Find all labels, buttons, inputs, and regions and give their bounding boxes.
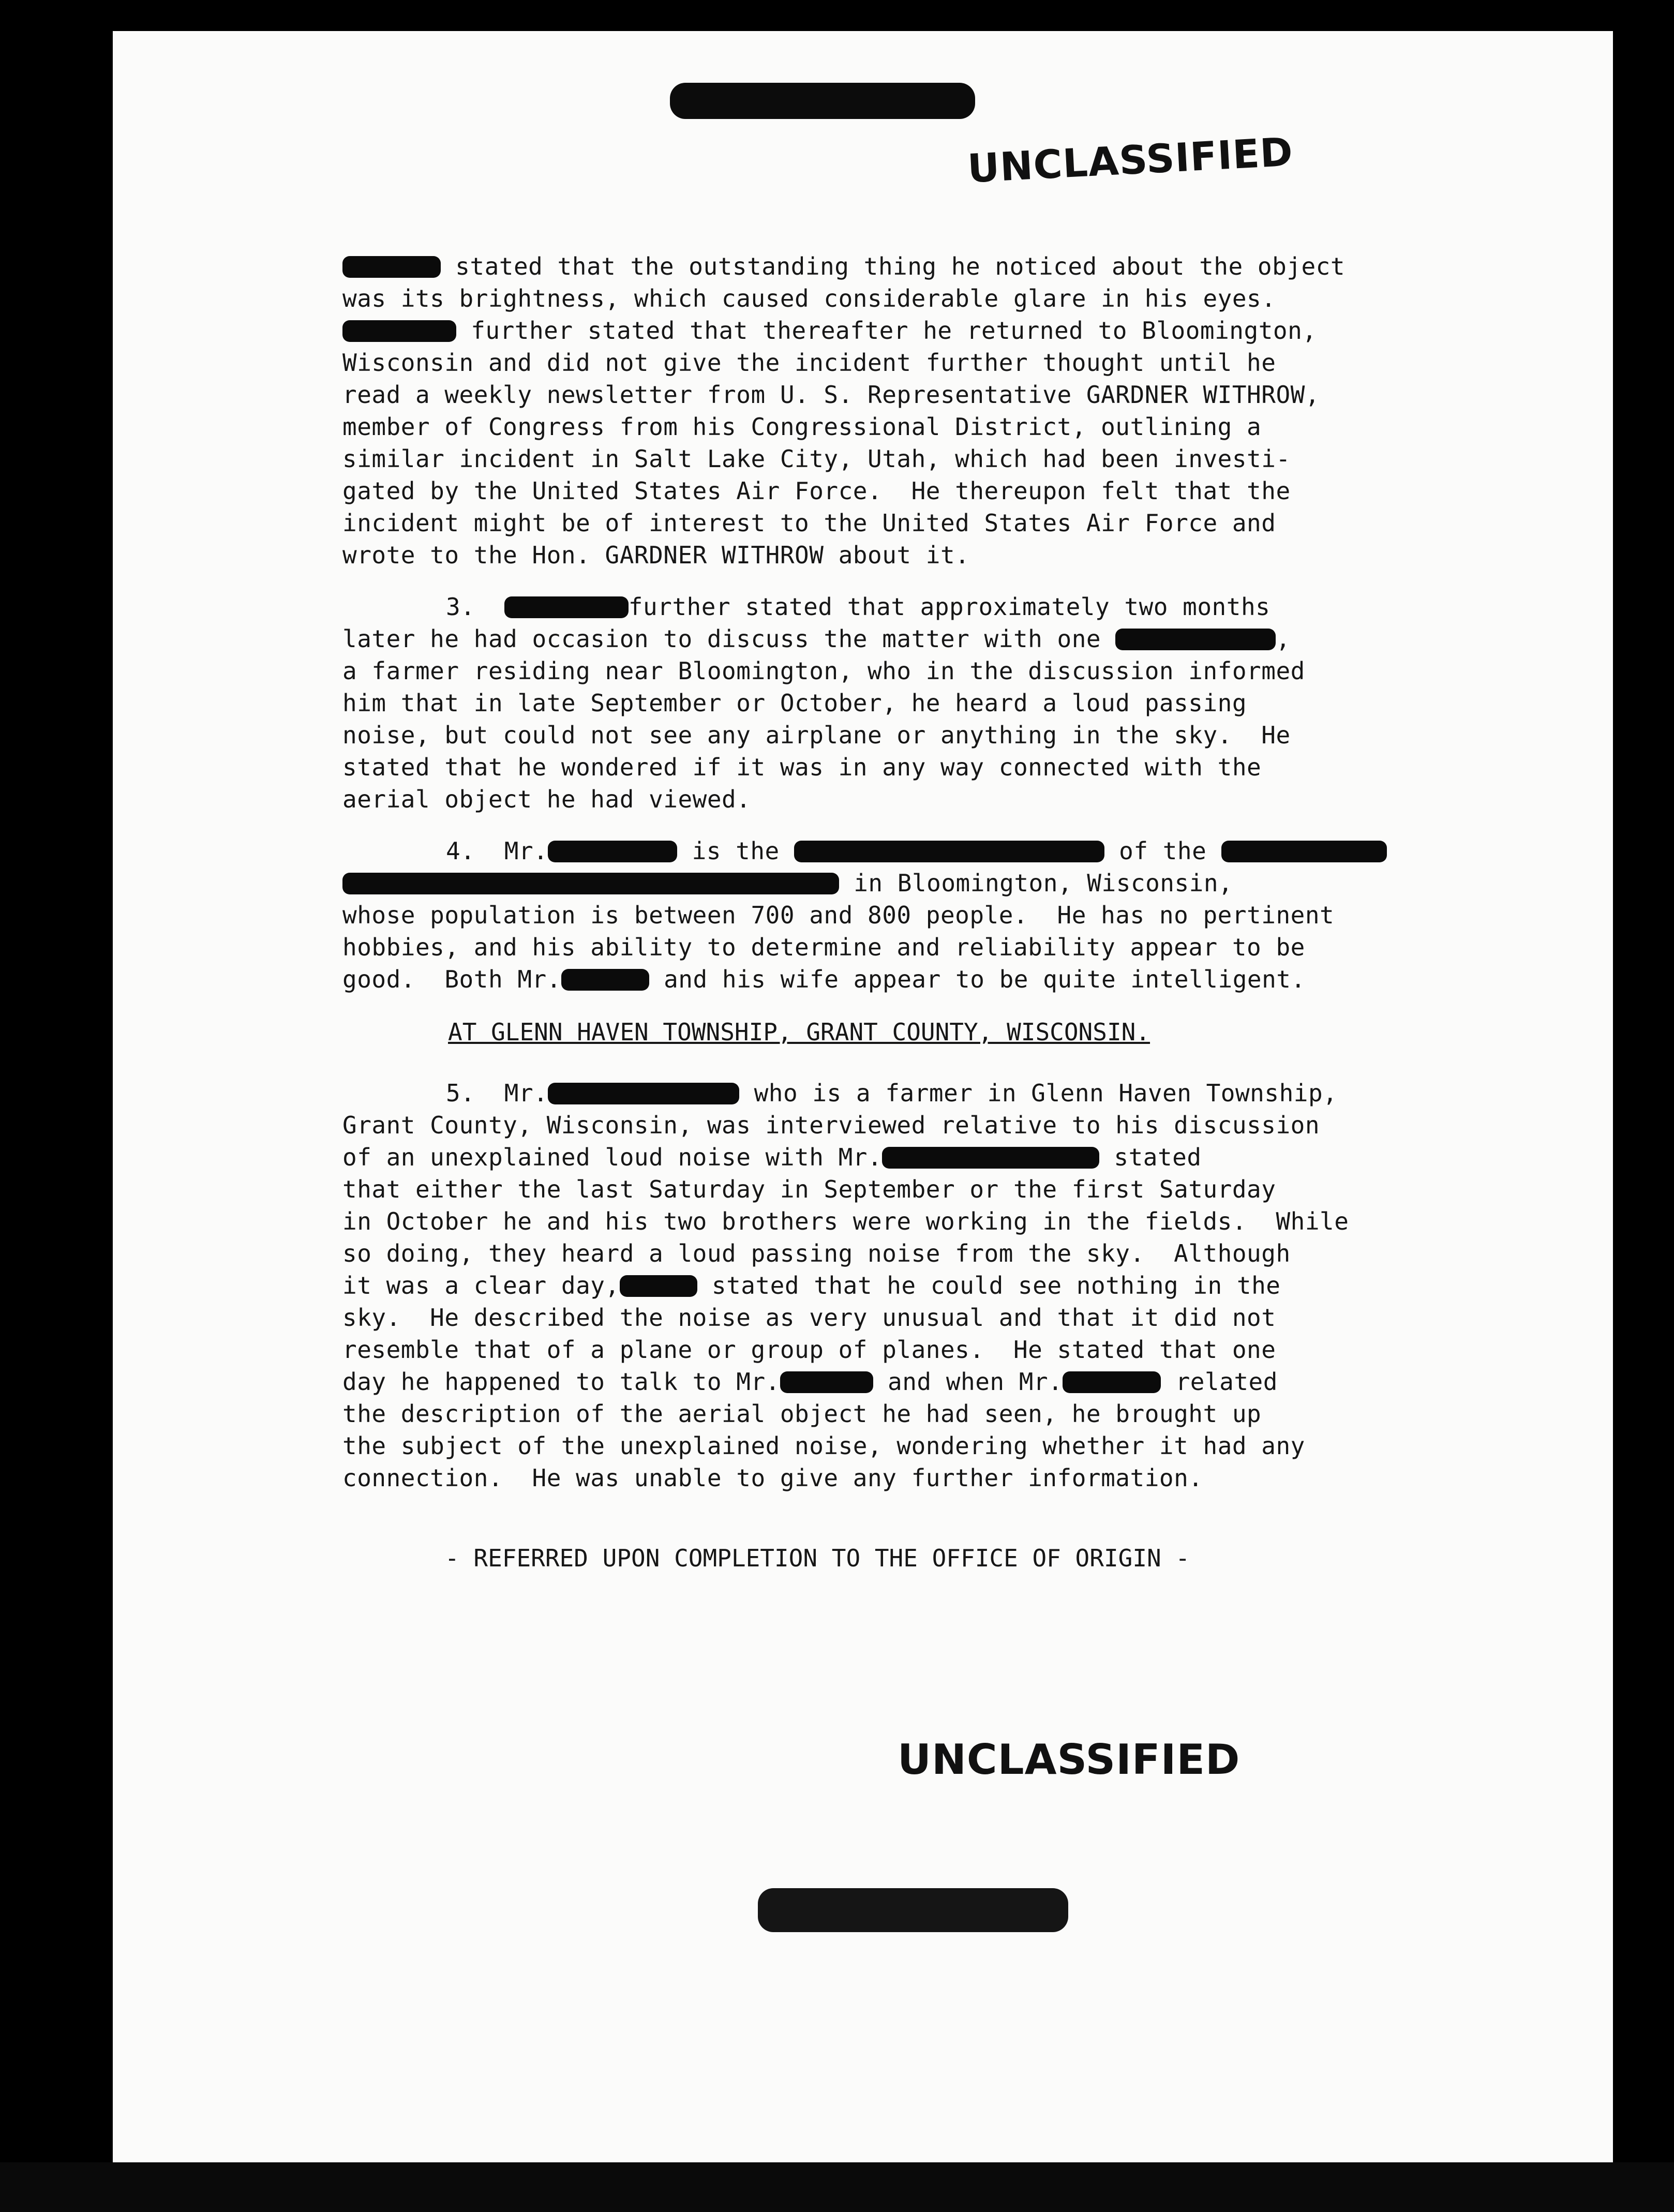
text-line: stated that he wondered if it was in any way connected with the [342, 753, 1262, 781]
redaction-bar [620, 1275, 697, 1297]
text-line: connection. He was unable to give any further information. [342, 1464, 1203, 1492]
redaction-bar [342, 873, 839, 894]
text-line: 5. Mr. who is a farmer in Glenn Haven Township, [446, 1079, 1338, 1107]
redaction-bar [882, 1147, 1099, 1169]
text-line: the subject of the unexplained noise, wondering whether it had any [342, 1432, 1305, 1460]
text-line: him that in late September or October, he heard a loud passing [342, 689, 1247, 717]
text-line: later he had occasion to discuss the matter with one , [342, 625, 1291, 653]
text-line: noise, but could not see any airplane or anything in the sky. He [342, 721, 1291, 749]
text-line: a farmer residing near Bloomington, who in the discussion informed [342, 657, 1305, 685]
text-line: wrote to the Hon. GARDNER WITHROW about it. [342, 541, 970, 569]
redaction-bar-bottom [758, 1888, 1068, 1932]
redaction-bar [780, 1371, 873, 1393]
text-line: aerial object he had viewed. [342, 785, 751, 813]
text-line: resemble that of a plane or group of planes. He stated that one [342, 1336, 1276, 1364]
redaction-bar [548, 1083, 739, 1104]
redaction-bar [342, 320, 456, 342]
referral-line: - REFERRED UPON COMPLETION TO THE OFFICE OF ORIGIN - [445, 1544, 1190, 1572]
text-line: read a weekly newsletter from U. S. Representative GARDNER WITHROW, [342, 381, 1320, 409]
redaction-bar [794, 841, 1104, 862]
classification-stamp-top: UNCLASSIFIED [966, 128, 1294, 192]
text-line: it was a clear day, stated that he could see nothing in the [342, 1272, 1281, 1299]
text-line: hobbies, and his ability to determine and reliability appear to be [342, 933, 1305, 961]
redaction-bar [561, 969, 649, 991]
text-line: so doing, they heard a loud passing noise from the sky. Although [342, 1239, 1291, 1267]
classification-stamp-bottom: UNCLASSIFIED [898, 1736, 1240, 1784]
section-heading: AT GLENN HAVEN TOWNSHIP, GRANT COUNTY, WISCONSIN. [448, 1018, 1150, 1046]
redaction-bar [504, 596, 629, 618]
text-line: gated by the United States Air Force. He thereupon felt that the [342, 477, 1291, 505]
text-line: the description of the aerial object he had seen, he brought up [342, 1400, 1262, 1428]
redaction-bar [342, 256, 441, 278]
text-line: whose population is between 700 and 800 people. He has no pertinent [342, 901, 1335, 929]
scan-border [0, 2162, 1674, 2212]
text-line: 4. Mr. is the of the [446, 839, 1387, 863]
text-line: Wisconsin and did not give the incident further thought until he [342, 349, 1276, 377]
text-line: day he happened to talk to Mr. and when Mr. related [342, 1368, 1278, 1396]
text-line: member of Congress from his Congressional District, outlining a [342, 413, 1262, 441]
text-line: 3. further stated that approximately two months [446, 593, 1271, 621]
text-line: of an unexplained loud noise with Mr. stated [342, 1143, 1202, 1171]
redaction-bar [1063, 1371, 1161, 1393]
text-line: was its brightness, which caused considerable glare in his eyes. [342, 285, 1276, 312]
text-line: further stated that thereafter he returned to Bloomington, [342, 319, 1317, 342]
text-line: stated that the outstanding thing he noticed about the object [342, 255, 1345, 278]
redaction-bar [1221, 841, 1387, 862]
text-line: sky. He described the noise as very unusual and that it did not [342, 1304, 1276, 1332]
text-line: in Bloomington, Wisconsin, [342, 871, 1233, 895]
text-line: similar incident in Salt Lake City, Utah, which had been investi- [342, 445, 1291, 473]
text-line: that either the last Saturday in September or the first Saturday [342, 1175, 1276, 1203]
text-line: in October he and his two brothers were working in the fields. While [342, 1207, 1349, 1235]
text-line: incident might be of interest to the United States Air Force and [342, 509, 1276, 537]
redaction-bar [1115, 629, 1276, 650]
text-line: Grant County, Wisconsin, was interviewed relative to his discussion [342, 1111, 1320, 1139]
redaction-bar [548, 841, 677, 862]
text-line: good. Both Mr. and his wife appear to be quite intelligent. [342, 965, 1306, 993]
redaction-bar-top [670, 83, 975, 119]
